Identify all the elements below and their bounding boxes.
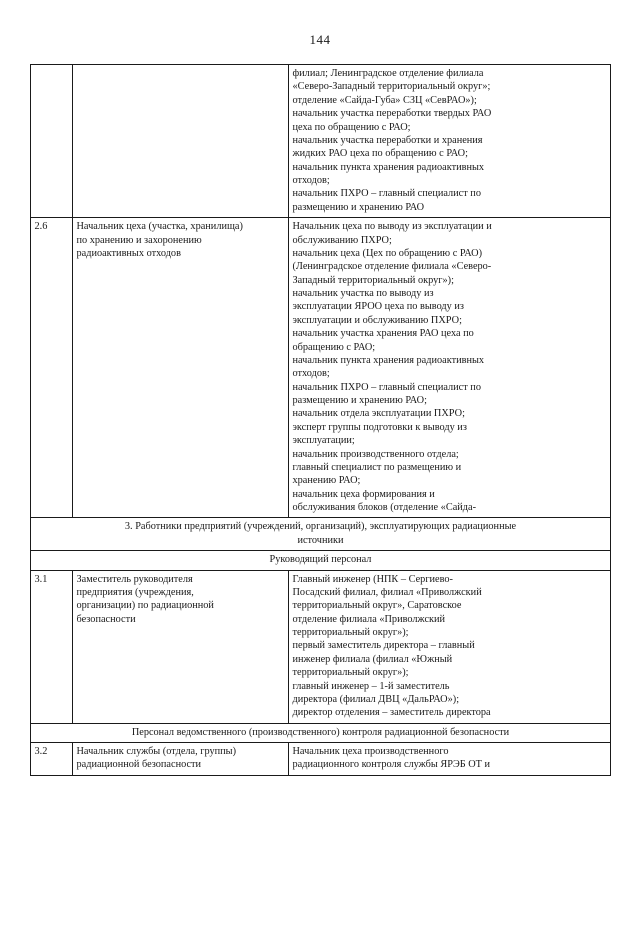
section-heading-cell: Персонал ведомственного (производственного) контроля радиационной безопасности — [30, 723, 610, 742]
desc-line: отходов; — [292, 175, 330, 186]
desc-line: начальник пункта хранения радиоактивных — [292, 161, 485, 173]
table-row — [30, 570, 610, 723]
table-row — [30, 65, 610, 218]
desc-line: размещению и хранению РАО — [292, 201, 425, 213]
table-section-row — [30, 723, 610, 742]
post-line: организации) по радиационной — [76, 600, 214, 612]
desc-line: главный специалист по размещению и — [292, 461, 462, 473]
post-line: по хранению и захоронению — [76, 234, 202, 246]
desc-line: обслуживания блоков (отделение «Сайда- — [292, 502, 477, 513]
post-line: безопасности — [76, 613, 136, 625]
post-line: предприятия (учреждения, — [76, 586, 194, 598]
desc-line: начальник пункта хранения радиоактивных — [292, 354, 485, 366]
table-row — [30, 218, 610, 518]
desc-line: начальник ПХРО – главный специалист по — [292, 381, 481, 393]
desc-line: территориальный округ», Саратовское — [292, 600, 462, 612]
desc-line: инженер филиала (филиал «Южный — [292, 653, 453, 665]
table-row — [30, 743, 610, 776]
row-position-cell — [72, 570, 288, 723]
desc-line: отходов; — [292, 368, 330, 380]
row-position-cell — [72, 65, 288, 218]
desc-line: начальник участка переработки и хранения — [292, 134, 483, 146]
row-number-cell: 3.2 — [30, 743, 72, 776]
desc-line: хранению РАО; — [292, 475, 361, 487]
desc-line: Начальник цеха производственного — [292, 746, 449, 757]
positions-table — [30, 64, 611, 776]
desc-line: филиал; Ленинградское отделение филиала — [292, 68, 484, 79]
desc-line: Главный инженер (НПК – Сергиево- — [292, 573, 453, 585]
row-description-cell — [288, 570, 610, 723]
post-line: радиоактивных отходов — [76, 247, 181, 259]
desc-line: эксплуатации и обслуживанию ПХРО; — [292, 314, 462, 326]
post-line: Начальник службы (отдела, группы) — [76, 746, 237, 757]
row-number-cell — [30, 65, 72, 218]
desc-line: Западный территориальный округ»); — [292, 274, 454, 286]
table-body — [30, 65, 610, 776]
desc-line: жидких РАО цеха по обращению с РАО; — [292, 148, 468, 160]
desc-line: отделение «Сайда-Губа» СЗЦ «СевРАО»); — [292, 94, 477, 106]
desc-line: размещению и хранению РАО; — [292, 395, 427, 406]
desc-line: главный инженер – 1-й заместитель — [292, 680, 450, 692]
desc-line: цеха по обращению с РАО; — [292, 121, 411, 133]
desc-line: территориальный округ»); — [292, 667, 409, 679]
desc-line: первый заместитель директора – главный — [292, 640, 475, 652]
desc-line: обслуживанию ПХРО; — [292, 234, 392, 246]
post-line: Заместитель руководителя — [76, 573, 193, 585]
section-heading-cell: Руководящий персонал — [30, 551, 610, 570]
desc-line: директор отделения – заместитель директора — [292, 707, 491, 719]
desc-line: эксплуатации; — [292, 435, 355, 447]
desc-line: радиационного контроля службы ЯРЭБ ОТ и — [292, 759, 491, 771]
section-heading-cell — [30, 518, 610, 551]
row-position-cell — [72, 743, 288, 776]
desc-line: отделение филиала «Приволжский — [292, 613, 446, 625]
row-description-cell — [288, 218, 610, 518]
row-description-cell — [288, 65, 610, 218]
section-line: 3. Работники предприятий (учреждений, организаций), эксплуатирующих радиационные — [124, 521, 517, 533]
desc-line: эксплуатации ЯРОО цеха по выводу из — [292, 301, 464, 313]
desc-line: начальник ПХРО – главный специалист по — [292, 188, 481, 200]
desc-line: начальник участка переработки твердых РАО — [292, 108, 492, 120]
row-position-cell — [72, 218, 288, 518]
desc-line: директора (филиал ДВЦ «ДальРАО»); — [292, 693, 460, 705]
section-line: источники — [297, 534, 344, 546]
desc-line: обращению с РАО; — [292, 341, 376, 353]
desc-line: Начальник цеха по выводу из эксплуатации и — [292, 221, 492, 233]
desc-line: «Северо-Западный территориальный округ»; — [292, 81, 491, 93]
row-number-cell: 2.6 — [30, 218, 72, 518]
desc-line: территориальный округ»); — [292, 627, 409, 638]
desc-line: Посадский филиал, филиал «Приволжский — [292, 586, 482, 598]
post-line: радиационной безопасности — [76, 759, 202, 771]
desc-line: начальник отдела эксплуатации ПХРО; — [292, 408, 465, 420]
table-section-row — [30, 518, 610, 551]
desc-line: начальник производственного отдела; — [292, 448, 459, 460]
desc-line: начальник цеха (Цех по обращению с РАО) — [292, 247, 483, 259]
desc-line: эксперт группы подготовки к выводу из — [292, 421, 467, 433]
document-page — [0, 32, 640, 937]
desc-line: начальник цеха формирования и — [292, 488, 435, 500]
desc-line: начальник участка хранения РАО цеха по — [292, 328, 474, 340]
row-description-cell — [288, 743, 610, 776]
desc-line: (Ленинградское отделение филиала «Северо- — [292, 261, 492, 273]
page-number: 144 — [309, 32, 331, 47]
row-number-cell: 3.1 — [30, 570, 72, 723]
desc-line: начальник участка по выводу из — [292, 288, 434, 299]
post-line: Начальник цеха (участка, хранилища) — [76, 221, 243, 233]
table-section-row — [30, 551, 610, 570]
